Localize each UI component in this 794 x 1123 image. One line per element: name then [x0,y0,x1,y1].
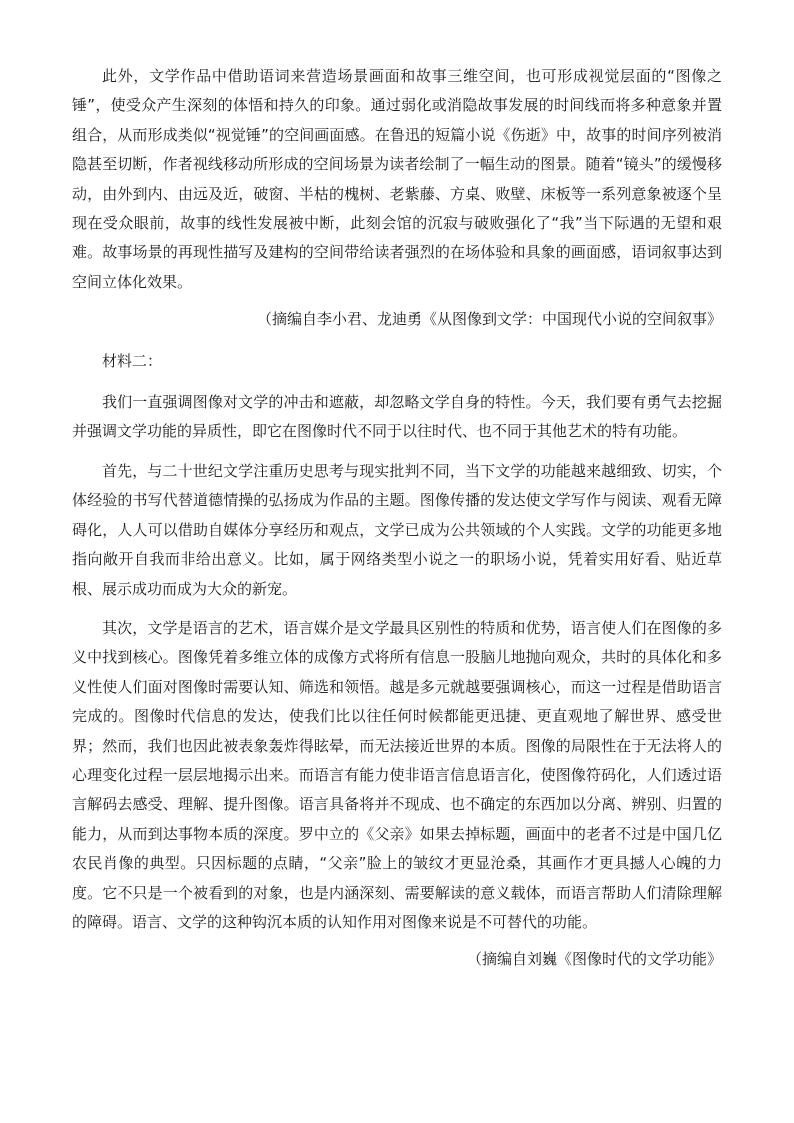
paragraph-second: 其次，文学是语言的艺术，语言媒介是文学最具区别性的特质和优势，语言使人们在图像的多义中找到核心。图像凭着多维立体的成像方式将所有信息一股脑儿地抛向观众，共时的具体化和多义性使人们面对图像时需要认知、筛选和领悟。越是多元就越要强调核心，而这一过程是借助语言完成的。图像时代信息的发达，使我们比以往任何时候都能更迅捷、更直观地了解世界、感受世界；然而，我们也因此被表象轰炸得眩晕，而无法接近世界的本质。图像的局限性在于无法将人的心理变化过程一层层地揭示出来。而语言有能力使非语言信息语言化，使图像符码化，人们透过语言解码去感受、理解、提升图像。语言具备将并不现成、也不确定的东西加以分离、辨别、归置的能力，从而到达事物本质的深度。罗中立的《父亲》如果去掉标题，画面中的老者不过是中国几亿农民肖像的典型。只因标题的点睛，“父亲”脸上的皱纹才更显沧桑，其画作才更具撼人心魄的力度。它不只是一个被看到的对象，也是内涵深刻、需要解读的意义载体，而语言帮助人们清除理解的障碍。语言、文学的这种钩沉本质的认知作用对图像来说是不可替代的功能。 [72,618,722,931]
paragraph-intro: 我们一直强调图像对文学的冲击和遮蔽，却忽略文学自身的特性。今天，我们要有勇气去挖掘并强调文学功能的异质性，即它在图像时代不同于以往时代、也不同于其他艺术的特有功能。 [72,393,722,441]
source-citation-1: （摘编自李小君、龙迪勇《从图像到文学：中国现代小说的空间叙事》 [256,310,722,329]
document-page [72,62,722,975]
material-two-label: 材料二： [102,351,163,370]
source-citation-2: （摘编自刘巍《图像时代的文学功能》 [466,950,722,969]
paragraph-first: 首先，与二十世纪文学注重历史思考与现实批判不同，当下文学的功能越来越细致、切实，个体经验的书写代替道德情操的弘扬成为作品的主题。图像传播的发达使文学写作与阅读、观看无障碍化，人人可以借助自媒体分享经历和观点，文学已成为公共领域的个人实践。文学的功能更多地指向敞开自我而非给出意义。比如，属于网络类型小说之一的职场小说，凭着实用好看、贴近草根、展示成功而成为大众的新宠。 [72,461,722,598]
paragraph-space-narrative: 此外，文学作品中借助语词来营造场景画面和故事三维空间，也可形成视觉层面的“图像之锤”，使受众产生深刻的体悟和持久的印象。通过弱化或消隐故事发展的时间线而将多种意象并置组合，从而形成类似“视觉锤”的空间画面感。在鲁迅的短篇小说《伤逝》中，故事的时间序列被消隐甚至切断，作者视线移动所形成的空间场景为读者绘制了一幅生动的图景。随着“镜头”的缓慢移动，由外到内、由远及近，破窗、半枯的槐树、老紫藤、方桌、败壁、床板等一系列意象被逐个呈现在受众眼前，故事的线性发展被中断，此刻会馆的沉寂与破败强化了“我”当下际遇的无望和艰难。故事场景的再现性描写及建构的空间带给读者强烈的在场体验和具象的画面感，语词叙事达到空间立体化效果。 [72,67,722,291]
